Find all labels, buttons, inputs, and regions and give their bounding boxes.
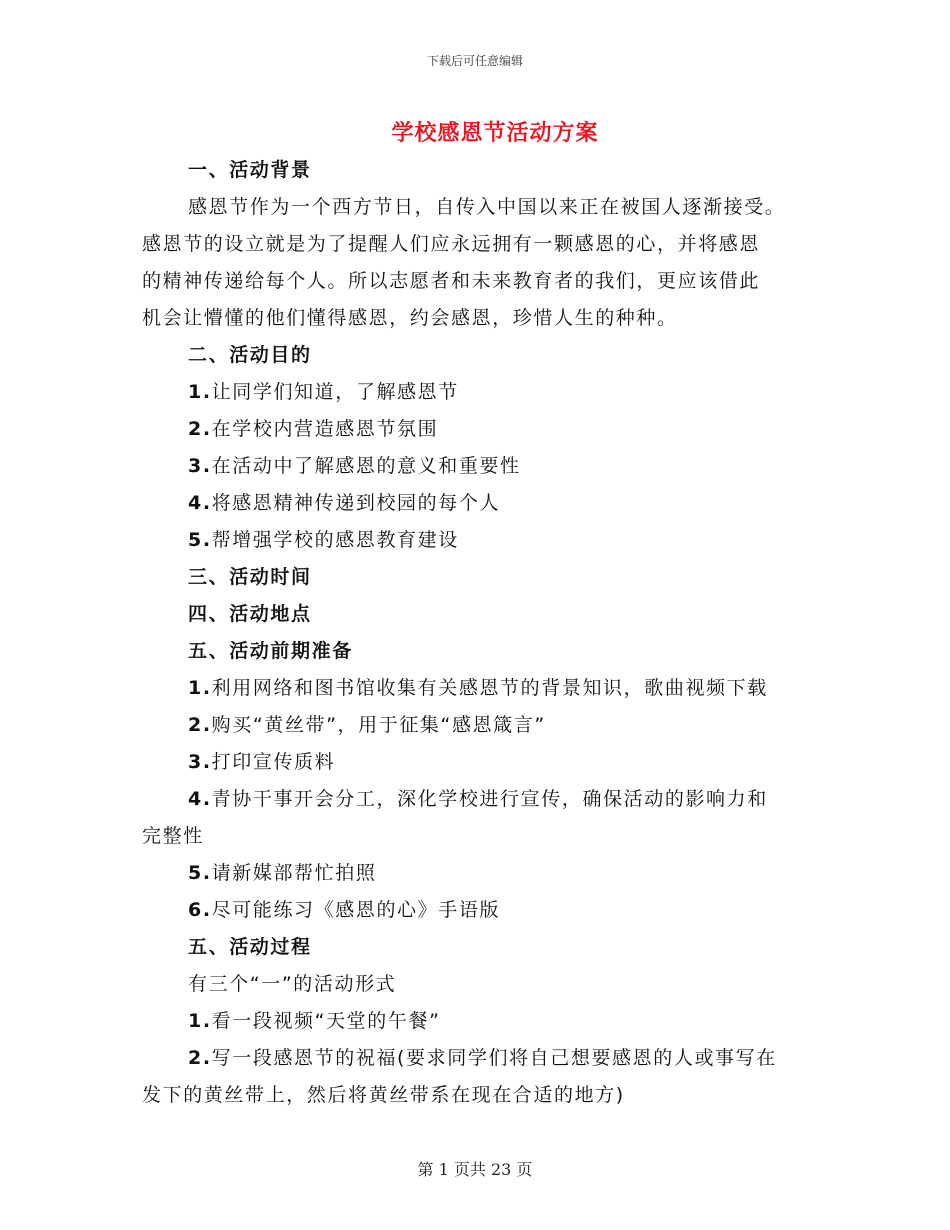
list-number: 6. [188, 899, 212, 921]
list-number: 3. [188, 751, 212, 773]
list-number: 1. [188, 677, 212, 699]
list-item [142, 892, 812, 929]
section-heading: 三、活动时间 [188, 566, 312, 588]
section-heading: 五、活动前期准备 [188, 640, 353, 662]
list-item [142, 855, 812, 892]
list-item [142, 448, 812, 485]
list-item [142, 781, 812, 818]
list-item [142, 411, 812, 448]
list-number: 2. [188, 714, 212, 736]
list-text: 帮增强学校的感恩教育建设 [211, 529, 459, 551]
list-item [142, 707, 812, 744]
list-item [142, 1040, 812, 1077]
list-text: 在活动中了解感恩的意义和重要性 [211, 455, 521, 477]
paragraph-line: 有三个“一”的活动形式 [188, 973, 397, 995]
list-text: 请新媒部帮忙拍照 [211, 862, 377, 884]
list-text: 写一段感恩节的祝福(要求同学们将自己想要感恩的人或事写在 [211, 1047, 777, 1069]
document-body [142, 152, 812, 1114]
list-number: 5. [188, 862, 212, 884]
list-item [142, 522, 812, 559]
list-text: 青协干事开会分工，深化学校进行宣传，确保活动的影响力和 [211, 788, 768, 810]
list-number: 1. [188, 1010, 212, 1032]
list-text: 将感恩精神传递到校园的每个人 [211, 492, 501, 514]
page-number-footer: 第 1 页共 23 页 [417, 1160, 533, 1179]
list-number: 2. [188, 1047, 212, 1069]
list-text: 在学校内营造感恩节氛围 [211, 418, 439, 440]
list-number: 4. [188, 788, 212, 810]
list-item [142, 744, 812, 781]
paragraph-line: 感恩节的设立就是为了提醒人们应永远拥有一颗感恩的心，并将感恩 [142, 233, 761, 255]
list-item [142, 670, 812, 707]
list-text: 利用网络和图书馆收集有关感恩节的背景知识，歌曲视频下载 [211, 677, 768, 699]
list-number: 1. [188, 381, 212, 403]
section-heading: 二、活动目的 [188, 344, 312, 366]
document-title: 学校感恩节活动方案 [391, 121, 599, 146]
list-item [142, 1003, 812, 1040]
list-text: 购买“黄丝带”，用于征集“感恩箴言” [211, 714, 546, 736]
list-number: 2. [188, 418, 212, 440]
paragraph-line: 感恩节作为一个西方节日，自传入中国以来正在被国人逐渐接受。 [188, 196, 786, 218]
paragraph-line: 的精神传递给每个人。所以志愿者和未来教育者的我们，更应该借此 [142, 270, 761, 292]
list-item-continuation: 完整性 [142, 825, 204, 847]
list-text: 看一段视频“天堂的午餐” [211, 1010, 441, 1032]
list-number: 3. [188, 455, 212, 477]
list-item [142, 485, 812, 522]
page-header-note: 下载后可任意编辑 [426, 54, 523, 68]
list-number: 5. [188, 529, 212, 551]
list-number: 4. [188, 492, 212, 514]
section-heading: 四、活动地点 [188, 603, 312, 625]
paragraph-line: 机会让懵懂的他们懂得感恩，约会感恩，珍惜人生的种种。 [142, 307, 678, 329]
list-item [142, 374, 812, 411]
section-heading: 五、活动过程 [188, 936, 312, 958]
list-item-continuation: 发下的黄丝带上，然后将黄丝带系在现在合适的地方) [142, 1084, 625, 1106]
list-text: 尽可能练习《感恩的心》手语版 [211, 899, 501, 921]
list-text: 打印宣传质料 [211, 751, 336, 773]
section-heading: 一、活动背景 [188, 159, 312, 181]
list-text: 让同学们知道，了解感恩节 [211, 381, 459, 403]
